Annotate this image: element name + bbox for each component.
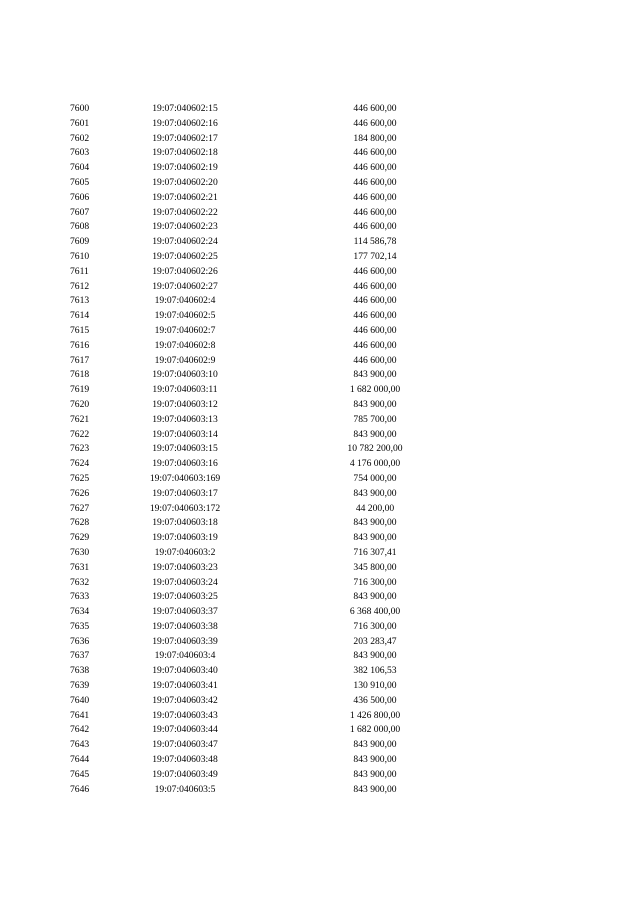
- cadastral-value: 446 600,00: [353, 147, 397, 159]
- row-number: 7602: [70, 132, 90, 144]
- row-number: 7624: [70, 458, 90, 470]
- row-number: 7629: [70, 532, 90, 544]
- row-number: 7637: [70, 650, 90, 662]
- cadastral-value: 1 682 000,00: [349, 724, 401, 736]
- cadastral-number: 19:07:040602:8: [154, 339, 216, 351]
- cadastral-number: 19:07:040603:172: [149, 502, 221, 514]
- cadastral-number: 19:07:040602:24: [152, 236, 218, 248]
- cadastral-number: 19:07:040603:16: [152, 458, 218, 470]
- cadastral-value: 446 600,00: [353, 354, 397, 366]
- table-row: [0, 220, 640, 235]
- cadastral-number: 19:07:040603:42: [152, 694, 218, 706]
- table-row: [0, 576, 640, 591]
- cadastral-number: 19:07:040603:19: [152, 532, 218, 544]
- cadastral-number: 19:07:040602:18: [152, 147, 218, 159]
- row-number: 7615: [70, 324, 90, 336]
- table-row: [0, 265, 640, 280]
- cadastral-value: 843 900,00: [353, 754, 397, 766]
- cadastral-value-table: [0, 102, 640, 797]
- cadastral-number: 19:07:040603:15: [152, 443, 218, 455]
- table-row: [0, 102, 640, 117]
- cadastral-value: 1 426 800,00: [349, 709, 401, 721]
- cadastral-value: 6 368 400,00: [349, 606, 401, 618]
- row-number: 7634: [70, 606, 90, 618]
- table-row: [0, 664, 640, 679]
- row-number: 7613: [70, 295, 90, 307]
- cadastral-number: 19:07:040603:48: [152, 754, 218, 766]
- cadastral-value: 843 900,00: [353, 650, 397, 662]
- row-number: 7620: [70, 398, 90, 410]
- cadastral-value: 446 600,00: [353, 206, 397, 218]
- row-number: 7607: [70, 206, 90, 218]
- cadastral-value: 114 586,78: [353, 236, 397, 248]
- cadastral-number: 19:07:040602:19: [152, 162, 218, 174]
- cadastral-value: 843 900,00: [353, 768, 397, 780]
- row-number: 7600: [70, 103, 90, 114]
- cadastral-number: 19:07:040603:169: [149, 472, 221, 484]
- cadastral-value: 446 600,00: [353, 117, 397, 129]
- row-number: 7621: [70, 413, 90, 425]
- table-row: [0, 383, 640, 398]
- table-row: [0, 206, 640, 221]
- table-row: [0, 442, 640, 457]
- row-number: 7606: [70, 191, 90, 203]
- table-row: [0, 487, 640, 502]
- table-row: [0, 472, 640, 487]
- row-number: 7639: [70, 680, 90, 692]
- cadastral-value: 843 900,00: [353, 398, 397, 410]
- table-row: [0, 723, 640, 738]
- cadastral-number: 19:07:040603:47: [152, 739, 218, 751]
- cadastral-number: 19:07:040602:17: [152, 132, 218, 144]
- cadastral-value: 44 200,00: [355, 502, 395, 514]
- table-row: [0, 709, 640, 724]
- table-row: [0, 546, 640, 561]
- cadastral-number: 19:07:040603:14: [152, 428, 218, 440]
- row-number: 7603: [70, 147, 90, 159]
- table-row: [0, 117, 640, 132]
- row-number: 7643: [70, 739, 90, 751]
- table-row: [0, 132, 640, 147]
- table-row: [0, 428, 640, 443]
- row-number: 7619: [70, 384, 90, 396]
- table-row: [0, 694, 640, 709]
- table-row: [0, 679, 640, 694]
- cadastral-value: 843 900,00: [353, 739, 397, 751]
- cadastral-value: 177 702,14: [353, 250, 397, 262]
- row-number: 7610: [70, 250, 90, 262]
- row-number: 7622: [70, 428, 90, 440]
- row-number: 7623: [70, 443, 90, 455]
- cadastral-value: 446 600,00: [353, 324, 397, 336]
- row-number: 7640: [70, 694, 90, 706]
- cadastral-value: 446 600,00: [353, 295, 397, 307]
- table-row: [0, 398, 640, 413]
- cadastral-value: 754 000,00: [353, 472, 397, 484]
- cadastral-number: 19:07:040602:27: [152, 280, 218, 292]
- table-row: [0, 768, 640, 783]
- table-row: [0, 620, 640, 635]
- row-number: 7612: [70, 280, 90, 292]
- cadastral-number: 19:07:040603:43: [152, 709, 218, 721]
- table-row: [0, 309, 640, 324]
- cadastral-value: 785 700,00: [353, 413, 397, 425]
- table-row: [0, 250, 640, 265]
- table-row: [0, 605, 640, 620]
- table-row: [0, 590, 640, 605]
- row-number: 7617: [70, 354, 90, 366]
- table-row: [0, 368, 640, 383]
- cadastral-number: 19:07:040603:38: [152, 620, 218, 632]
- cadastral-number: 19:07:040602:5: [154, 310, 216, 322]
- table-row: [0, 457, 640, 472]
- cadastral-number: 19:07:040603:5: [154, 783, 216, 795]
- cadastral-value: 843 900,00: [353, 591, 397, 603]
- cadastral-number: 19:07:040602:26: [152, 265, 218, 277]
- cadastral-number: 19:07:040603:25: [152, 591, 218, 603]
- cadastral-number: 19:07:040602:15: [152, 103, 218, 114]
- row-number: 7646: [70, 783, 90, 795]
- cadastral-value: 446 600,00: [353, 191, 397, 203]
- row-number: 7626: [70, 487, 90, 499]
- row-number: 7625: [70, 472, 90, 484]
- cadastral-value: 345 800,00: [353, 561, 397, 573]
- row-number: 7632: [70, 576, 90, 588]
- row-number: 7645: [70, 768, 90, 780]
- row-number: 7642: [70, 724, 90, 736]
- cadastral-number: 19:07:040603:44: [152, 724, 218, 736]
- cadastral-value: 843 900,00: [353, 517, 397, 529]
- cadastral-value: 446 600,00: [353, 221, 397, 233]
- cadastral-number: 19:07:040602:16: [152, 117, 218, 129]
- table-row: [0, 294, 640, 309]
- cadastral-value: 10 782 200,00: [347, 443, 403, 455]
- table-row: [0, 191, 640, 206]
- cadastral-value: 382 106,53: [353, 665, 397, 677]
- cadastral-number: 19:07:040602:21: [152, 191, 218, 203]
- table-row: [0, 235, 640, 250]
- table-row: [0, 783, 640, 798]
- row-number: 7618: [70, 369, 90, 381]
- cadastral-value: 446 600,00: [353, 162, 397, 174]
- cadastral-number: 19:07:040602:20: [152, 176, 218, 188]
- table-row: [0, 161, 640, 176]
- table-row: [0, 738, 640, 753]
- cadastral-value: 716 300,00: [353, 576, 397, 588]
- cadastral-value: 130 910,00: [353, 680, 397, 692]
- cadastral-value: 446 600,00: [353, 280, 397, 292]
- cadastral-number: 19:07:040603:12: [152, 398, 218, 410]
- cadastral-value: 184 800,00: [353, 132, 397, 144]
- table-row: [0, 413, 640, 428]
- cadastral-number: 19:07:040603:39: [152, 635, 218, 647]
- row-number: 7631: [70, 561, 90, 573]
- row-number: 7614: [70, 310, 90, 322]
- cadastral-number: 19:07:040602:4: [154, 295, 216, 307]
- cadastral-number: 19:07:040603:49: [152, 768, 218, 780]
- cadastral-number: 19:07:040603:17: [152, 487, 218, 499]
- table-row: [0, 516, 640, 531]
- row-number: 7627: [70, 502, 90, 514]
- cadastral-value: 843 900,00: [353, 487, 397, 499]
- table-row: [0, 635, 640, 650]
- cadastral-value: 446 600,00: [353, 103, 397, 114]
- cadastral-number: 19:07:040603:40: [152, 665, 218, 677]
- row-number: 7616: [70, 339, 90, 351]
- cadastral-value: 1 682 000,00: [349, 384, 401, 396]
- row-number: 7604: [70, 162, 90, 174]
- row-number: 7636: [70, 635, 90, 647]
- cadastral-number: 19:07:040603:37: [152, 606, 218, 618]
- cadastral-number: 19:07:040602:23: [152, 221, 218, 233]
- cadastral-value: 436 500,00: [353, 694, 397, 706]
- row-number: 7628: [70, 517, 90, 529]
- row-number: 7641: [70, 709, 90, 721]
- cadastral-value: 4 176 000,00: [349, 458, 401, 470]
- table-row: [0, 561, 640, 576]
- table-row: [0, 280, 640, 295]
- cadastral-value: 843 900,00: [353, 532, 397, 544]
- cadastral-number: 19:07:040603:2: [154, 546, 216, 558]
- cadastral-value: 446 600,00: [353, 310, 397, 322]
- row-number: 7644: [70, 754, 90, 766]
- cadastral-number: 19:07:040603:11: [152, 384, 218, 396]
- cadastral-number: 19:07:040603:24: [152, 576, 218, 588]
- row-number: 7605: [70, 176, 90, 188]
- table-row: [0, 339, 640, 354]
- cadastral-value: 716 300,00: [353, 620, 397, 632]
- row-number: 7638: [70, 665, 90, 677]
- row-number: 7633: [70, 591, 90, 603]
- cadastral-value: 843 900,00: [353, 783, 397, 795]
- cadastral-number: 19:07:040603:23: [152, 561, 218, 573]
- cadastral-number: 19:07:040602:22: [152, 206, 218, 218]
- row-number: 7611: [70, 265, 89, 277]
- table-row: [0, 649, 640, 664]
- row-number: 7635: [70, 620, 90, 632]
- cadastral-number: 19:07:040602:9: [154, 354, 216, 366]
- table-row: [0, 324, 640, 339]
- row-number: 7609: [70, 236, 90, 248]
- cadastral-value: 446 600,00: [353, 339, 397, 351]
- cadastral-value: 843 900,00: [353, 428, 397, 440]
- cadastral-number: 19:07:040603:18: [152, 517, 218, 529]
- cadastral-number: 19:07:040603:13: [152, 413, 218, 425]
- cadastral-number: 19:07:040602:7: [154, 324, 216, 336]
- table-row: [0, 531, 640, 546]
- cadastral-value: 843 900,00: [353, 369, 397, 381]
- cadastral-value: 446 600,00: [353, 265, 397, 277]
- row-number: 7608: [70, 221, 90, 233]
- row-number: 7630: [70, 546, 90, 558]
- table-row: [0, 146, 640, 161]
- cadastral-value: 203 283,47: [353, 635, 397, 647]
- cadastral-number: 19:07:040603:10: [152, 369, 218, 381]
- cadastral-number: 19:07:040602:25: [152, 250, 218, 262]
- table-row: [0, 502, 640, 517]
- table-row: [0, 753, 640, 768]
- cadastral-number: 19:07:040603:4: [154, 650, 216, 662]
- cadastral-value: 446 600,00: [353, 176, 397, 188]
- cadastral-number: 19:07:040603:41: [152, 680, 218, 692]
- table-row: [0, 176, 640, 191]
- cadastral-value: 716 307,41: [353, 546, 397, 558]
- row-number: 7601: [70, 117, 90, 129]
- table-row: [0, 354, 640, 369]
